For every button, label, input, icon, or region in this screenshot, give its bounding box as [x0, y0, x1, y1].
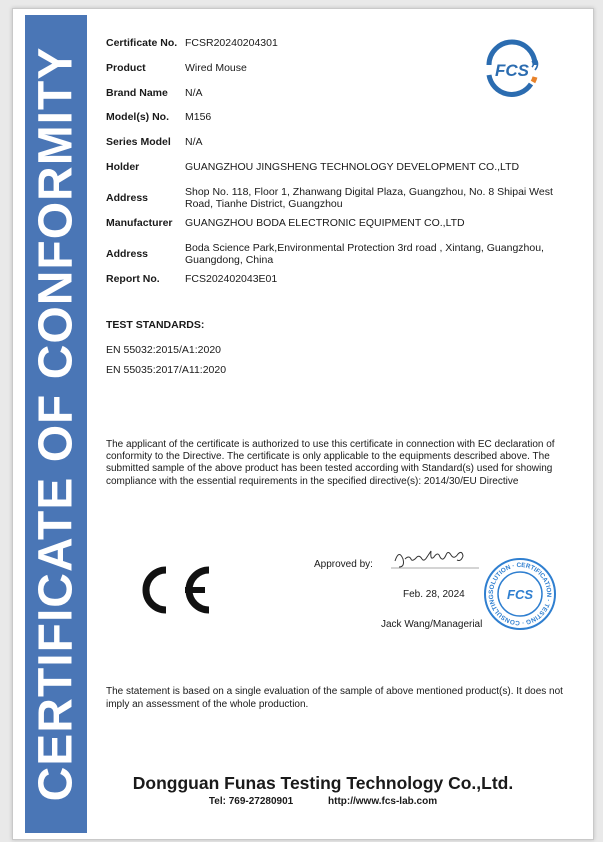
- field-manufacturer: [106, 217, 566, 230]
- field-label: Report No.: [106, 272, 160, 285]
- company-url[interactable]: http://www.fcs-lab.com: [328, 796, 438, 807]
- certificate-page: [12, 8, 594, 840]
- logo-arc-accent: [533, 77, 535, 82]
- field-series-model: [106, 136, 566, 149]
- signer-name: Jack Wang/Managerial: [381, 619, 483, 630]
- field-value: FCS202402043E01: [185, 272, 278, 285]
- field-manufacturer-address: [106, 242, 566, 267]
- ce-mark: [133, 564, 213, 616]
- fcs-logo: [481, 39, 543, 101]
- field-label: Address: [106, 247, 149, 260]
- fcs-seal: [483, 557, 557, 631]
- field-label: Model(s) No.: [106, 111, 169, 124]
- field-holder: [106, 161, 566, 174]
- field-report-no: [106, 273, 566, 286]
- ce-letter-c: [146, 570, 166, 610]
- field-label: Product: [106, 61, 146, 74]
- field-value: N/A: [185, 136, 203, 149]
- approval-date: Feb. 28, 2024: [403, 589, 465, 600]
- seal-center-text: FCS: [507, 587, 533, 602]
- field-label: Address: [106, 191, 149, 204]
- field-value: GUANGZHOU BODA ELECTRONIC EQUIPMENT CO.,LTD: [185, 216, 465, 229]
- authorization-paragraph: The applicant of the certificate is authorized to use this certificate in connection with EC declaration of conformity to the Directive. The certificate is only applicable to the equipments described above. The submitted sample of the above product has been tested according with Standard(s) used for showing compliance with the essential requirements in the specified directive(s): 2014/30/EU Directive: [106, 439, 555, 487]
- field-value: Shop No. 118, Floor 1, Zhanwang Digital Plaza, Guangzhou, No. 8 Shipai West Road, Tianhe District, Guangzhou: [185, 185, 553, 211]
- field-value: GUANGZHOU JINGSHENG TECHNOLOGY DEVELOPMENT CO.,LTD: [185, 160, 520, 173]
- company-name: Dongguan Funas Testing Technology Co.,Ltd.: [132, 773, 514, 793]
- test-standard-item: EN 55035:2017/A11:2020: [106, 364, 227, 376]
- field-value: FCSR20240204301: [185, 37, 278, 49]
- logo-text: FCS: [495, 61, 529, 80]
- seal-ring-text: SOLUTION · CERTIFICATION · TESTING · CONSULTING: [487, 561, 553, 627]
- statement-text: The statement is based on a single evaluation of the sample of above mentioned product(s). It does not imply an assessment of the whole production.: [106, 686, 563, 710]
- field-model-no: [106, 111, 566, 124]
- company-tel: Tel: 769-27280901: [208, 796, 294, 807]
- company-contacts: [113, 796, 533, 807]
- signature: [389, 543, 481, 573]
- field-holder-address: [106, 186, 566, 211]
- field-value: Boda Science Park,Environmental Protection 3rd road , Xintang, Guangzhou, Guangdong, China: [185, 241, 544, 267]
- field-value: Wired Mouse: [185, 61, 247, 74]
- field-value: N/A: [185, 86, 203, 99]
- signature-name: Jack Wang: [429, 557, 434, 558]
- field-label: Manufacturer: [106, 216, 173, 229]
- ce-mark-label: CE: [173, 594, 175, 595]
- field-label: Brand Name: [106, 86, 168, 99]
- approved-by-label: Approved by:: [314, 559, 373, 570]
- field-label: Holder: [106, 160, 140, 173]
- field-label: Series Model: [106, 136, 171, 149]
- test-standard-item: EN 55032:2015/A1:2020: [106, 344, 222, 356]
- side-band-title: CERTIFICATE OF CONFORMITY: [29, 46, 83, 802]
- field-value: M156: [185, 111, 212, 124]
- test-standards-title: TEST STANDARDS:: [106, 319, 205, 331]
- field-label: Certificate No.: [106, 37, 178, 49]
- side-band: [25, 15, 87, 833]
